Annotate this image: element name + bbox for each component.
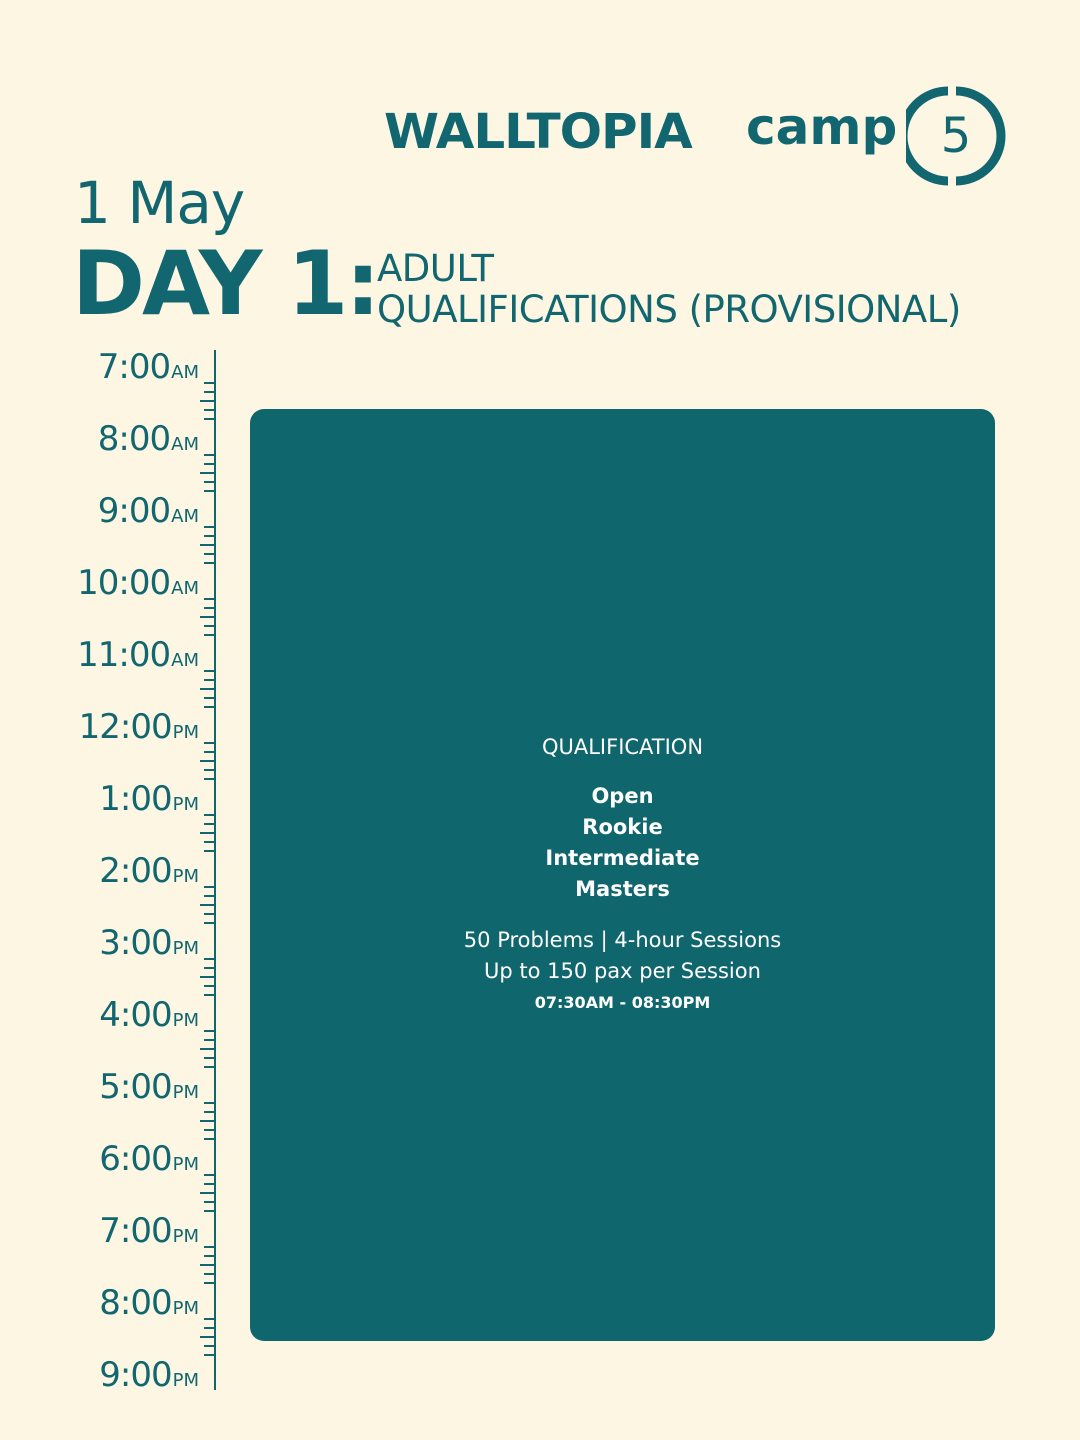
day-subtitle-line2: QUALIFICATIONS (PROVISIONAL): [377, 288, 961, 331]
timeline-tick: [204, 1057, 214, 1059]
timeline-tick: [204, 481, 214, 483]
time-label-hour: 9:00: [99, 1355, 172, 1395]
timeline-tick: [204, 1210, 214, 1212]
time-label-hour: 6:00: [99, 1139, 172, 1179]
timeline-tick: [200, 544, 214, 546]
time-label-hour: 8:00: [99, 1283, 172, 1323]
category-item: Masters: [575, 877, 670, 901]
time-label-period: PM: [172, 938, 199, 959]
timeline-tick: [200, 688, 214, 690]
time-label-hour: 7:00: [97, 347, 171, 387]
timeline-tick: [204, 895, 214, 897]
time-label-hour: 8:00: [97, 419, 171, 459]
time-label-period: PM: [172, 1154, 199, 1175]
timeline-tick: [204, 850, 214, 852]
timeline-tick: [204, 823, 214, 825]
timeline-tick: [204, 679, 214, 681]
time-label-hour: 1:00: [99, 779, 172, 819]
timeline-tick: [200, 1120, 214, 1122]
timeline-tick: [200, 1192, 214, 1194]
timeline-tick: [204, 706, 214, 708]
timeline-tick: [204, 1273, 214, 1275]
camp5-number: 5: [940, 108, 972, 164]
timeline-tick: [200, 472, 214, 474]
timeline-tick: [204, 1183, 214, 1185]
timeline-tick: [204, 1030, 214, 1032]
timeline-tick: [204, 1201, 214, 1203]
time-label-hour: 9:00: [97, 491, 171, 531]
timeline-tick: [200, 760, 214, 762]
timeline-tick: [204, 913, 214, 915]
timeline-tick: [204, 1138, 214, 1140]
category-item: Rookie: [582, 815, 663, 839]
timeline-tick: [204, 1282, 214, 1284]
time-label-period: AM: [171, 362, 199, 383]
time-label-hour: 10:00: [77, 563, 171, 603]
timeline-tick: [204, 769, 214, 771]
timeline-tick: [204, 1345, 214, 1347]
time-label: [0, 347, 199, 387]
time-label: [0, 1139, 199, 1179]
time-label: [0, 419, 199, 459]
camp5-ring-icon: [906, 86, 1006, 186]
timeline-tick: [204, 463, 214, 465]
time-label-period: PM: [172, 794, 199, 815]
time-label: [0, 635, 199, 675]
timeline-tick: [204, 535, 214, 537]
time-label-period: PM: [172, 1082, 199, 1103]
category-list: [250, 781, 995, 905]
timeline-tick: [204, 1129, 214, 1131]
event-details-capacity: Up to 150 pax per Session: [484, 959, 761, 983]
time-label: [0, 1355, 199, 1395]
time-label-hour: 4:00: [99, 995, 172, 1035]
timeline-tick: [204, 1102, 214, 1104]
time-label-hour: 11:00: [77, 635, 171, 675]
timeline-tick: [200, 400, 214, 402]
time-label-hour: 3:00: [99, 923, 172, 963]
timeline-tick: [204, 1066, 214, 1068]
timeline-tick: [200, 976, 214, 978]
time-label-hour: 5:00: [99, 1067, 172, 1107]
timeline-tick: [200, 1264, 214, 1266]
timeline-tick: [204, 841, 214, 843]
timeline-tick: [204, 967, 214, 969]
timeline-tick: [204, 1318, 214, 1320]
event-date: 1 May: [74, 169, 245, 237]
time-label-period: AM: [171, 650, 199, 671]
timeline-tick: [204, 922, 214, 924]
timeline-tick: [204, 607, 214, 609]
time-label-period: PM: [172, 722, 199, 743]
time-label: [0, 491, 199, 531]
timeline-tick: [204, 553, 214, 555]
day-subtitle-line1: ADULT: [377, 247, 494, 290]
time-label-hour: 12:00: [78, 707, 172, 747]
timeline-tick: [204, 958, 214, 960]
camp5-logo-word: camp: [746, 98, 898, 156]
timeline-tick: [204, 454, 214, 456]
timeline-tick: [204, 1246, 214, 1248]
timeline-tick: [200, 904, 214, 906]
time-label-period: AM: [171, 506, 199, 527]
timeline-tick: [204, 994, 214, 996]
time-label-hour: 7:00: [99, 1211, 172, 1251]
timeline-tick: [204, 814, 214, 816]
time-label-period: AM: [171, 434, 199, 455]
time-label: [0, 995, 199, 1035]
timeline-tick: [204, 778, 214, 780]
timeline-tick: [204, 886, 214, 888]
time-label-period: AM: [171, 578, 199, 599]
time-label: [0, 779, 199, 819]
timeline-tick: [204, 751, 214, 753]
day-label: DAY 1:: [72, 232, 378, 335]
timeline-tick: [204, 670, 214, 672]
qualification-event-block[interactable]: [250, 409, 995, 1341]
day-subtitle: [377, 248, 961, 330]
category-item: Open: [591, 784, 654, 808]
timeline-tick: [200, 1336, 214, 1338]
timeline-tick: [204, 1327, 214, 1329]
timeline-axis: [214, 350, 216, 1390]
time-label: [0, 563, 199, 603]
timeline-tick: [204, 1255, 214, 1257]
timeline-tick: [204, 490, 214, 492]
logo-bar: [380, 86, 1020, 186]
time-label-period: PM: [172, 1298, 199, 1319]
event-content: [250, 733, 995, 1017]
timeline-tick: [204, 382, 214, 384]
time-label-period: PM: [172, 1370, 199, 1391]
time-label: [0, 851, 199, 891]
timeline-tick: [204, 1111, 214, 1113]
event-details: [250, 925, 995, 1017]
timeline-tick: [204, 697, 214, 699]
time-label-period: PM: [172, 1226, 199, 1247]
time-label: [0, 1211, 199, 1251]
timeline-tick: [204, 562, 214, 564]
timeline-tick: [204, 625, 214, 627]
timeline-tick: [204, 742, 214, 744]
category-item: Intermediate: [545, 846, 700, 870]
timeline-tick: [200, 616, 214, 618]
walltopia-logo: WALLTOPIA: [384, 104, 692, 160]
time-label: [0, 707, 199, 747]
event-hours: 07:30AM - 08:30PM: [534, 993, 711, 1012]
camp5-logo: [746, 86, 1016, 186]
time-label: [0, 923, 199, 963]
timeline-tick: [204, 391, 214, 393]
timeline-tick: [200, 832, 214, 834]
timeline-tick: [204, 598, 214, 600]
timeline-tick: [204, 418, 214, 420]
event-details-problems: 50 Problems | 4-hour Sessions: [463, 928, 782, 952]
timeline-tick: [204, 409, 214, 411]
time-label-period: PM: [172, 1010, 199, 1031]
timeline-tick: [204, 1039, 214, 1041]
timeline-tick: [204, 1354, 214, 1356]
timeline-tick: [204, 985, 214, 987]
timeline-tick: [200, 1048, 214, 1050]
timeline-tick: [204, 526, 214, 528]
event-type: QUALIFICATION: [541, 735, 704, 759]
time-label: [0, 1283, 199, 1323]
time-label-period: PM: [172, 866, 199, 887]
time-label: [0, 1067, 199, 1107]
timeline-tick: [204, 634, 214, 636]
timeline-tick: [204, 1174, 214, 1176]
time-label-hour: 2:00: [99, 851, 172, 891]
